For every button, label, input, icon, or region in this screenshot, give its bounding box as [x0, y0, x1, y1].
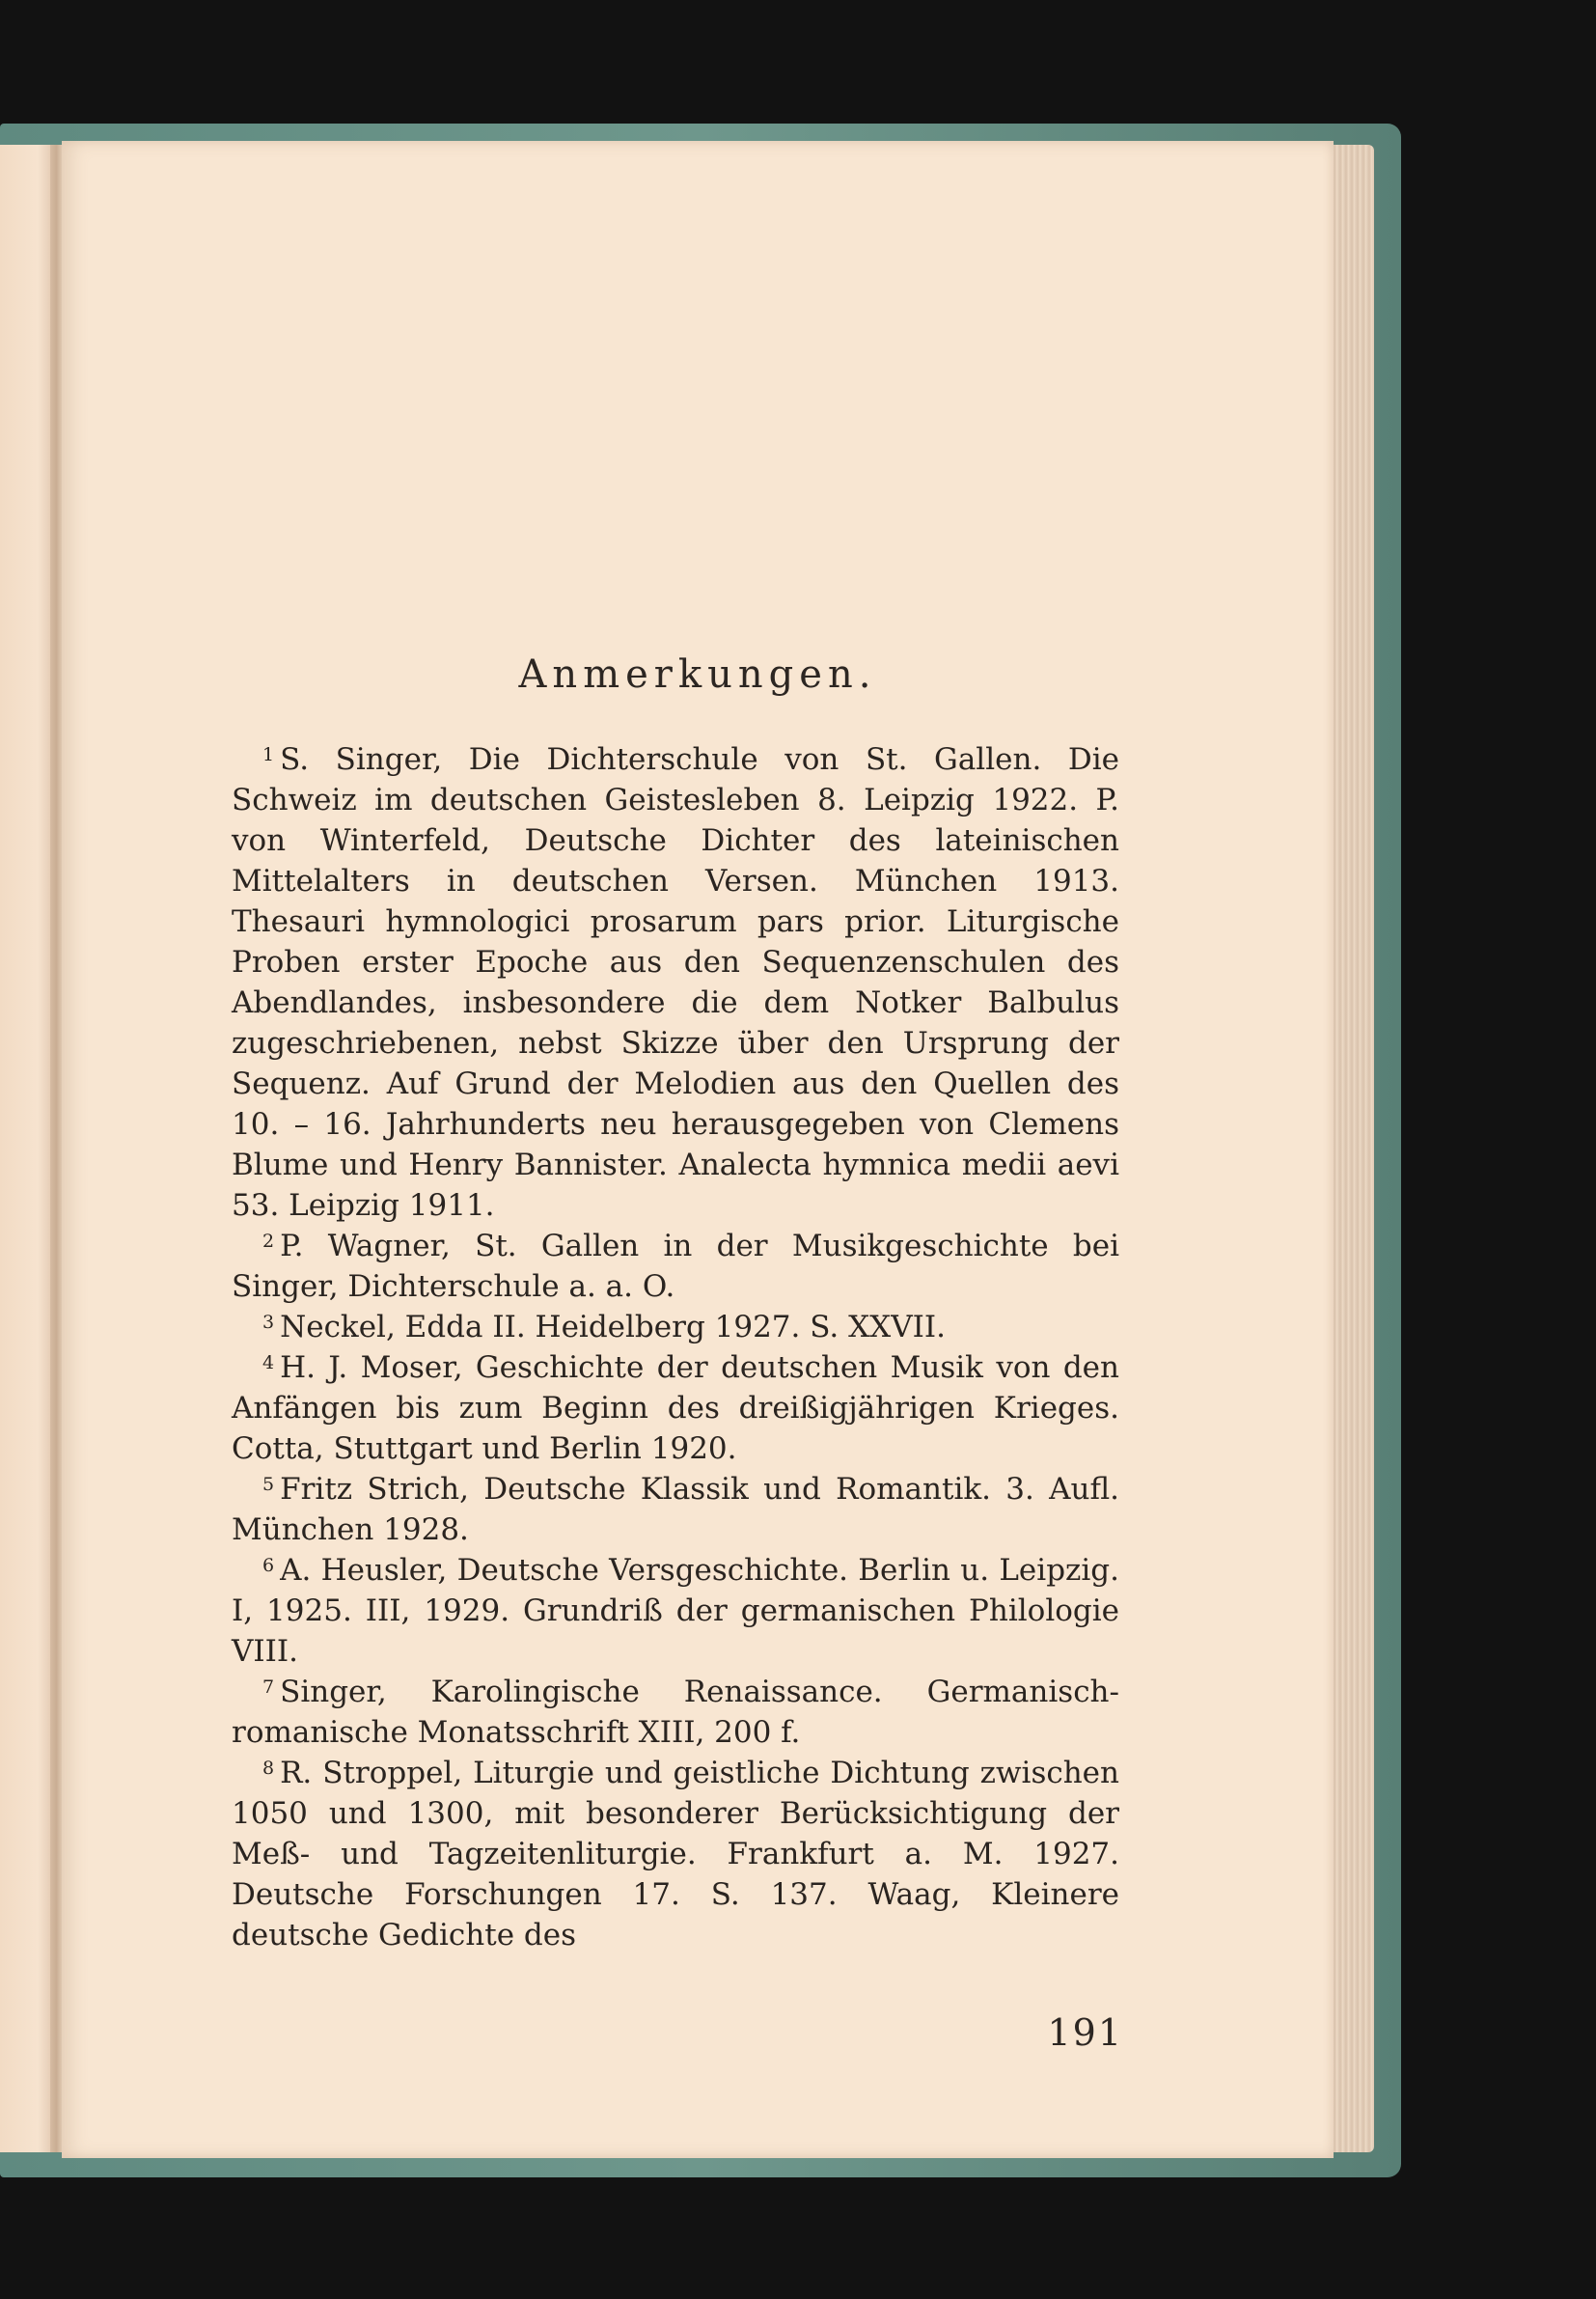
- note-3: [232, 1307, 1119, 1347]
- note-text: H. J. Moser, Geschichte der deutschen Musik von den Anfängen bis zum Beginn des dreißigjährigen Krieges. Cotta, Stuttgart und Berlin 1920.: [232, 1350, 1119, 1466]
- note-1: [232, 739, 1119, 1226]
- page-stack-edge: [1332, 145, 1374, 2152]
- note-text: S. Singer, Die Dichterschule von St. Gallen. Die Schweiz im deutschen Geistesleben 8. Leipzig 1922. P. von Winterfeld, Deutsche Dichter des lateinischen Mittelalters in deutschen Versen. München 1913. Thesauri hymnologici prosarum pars prior. Liturgische Proben erster Epoche aus den Sequenzenschulen des Abendlandes, insbesondere die dem Notker Balbulus zugeschriebenen, nebst Skizze über den Ursprung der Sequenz. Auf Grund der Melodien aus den Quellen des 10. – 16. Jahrhunderts neu herausgegeben von Clemens Blume und Henry Bannister. Analecta hymnica medii aevi 53. Leipzig 1911.: [232, 742, 1119, 1223]
- note-text: Neckel, Edda II. Heidelberg 1927. S. XXVII.: [280, 1310, 946, 1344]
- note-text: P. Wagner, St. Gallen in der Musikgeschichte bei Singer, Dichterschule a. a. O.: [232, 1229, 1119, 1304]
- note-text: R. Stroppel, Liturgie und geistliche Dichtung zwischen 1050 und 1300, mit besonderer Berücksichtigung der Meß- und Tagzeitenliturgie. Frankfurt a. M. 1927. Deutsche Forschungen 17. S. 137. Waag, Kleinere deutsche Gedichte des: [232, 1756, 1119, 1953]
- note-6: [232, 1550, 1119, 1672]
- note-text: Fritz Strich, Deutsche Klassik und Romantik. 3. Aufl. München 1928.: [232, 1472, 1119, 1547]
- note-5: [232, 1469, 1119, 1550]
- note-text: Singer, Karolingische Renaissance. Germanisch-romanische Monatsschrift XIII, 200 f.: [232, 1675, 1119, 1750]
- note-number: 7: [262, 1676, 275, 1698]
- note-2: [232, 1226, 1119, 1307]
- book-page: [62, 141, 1334, 2158]
- note-number: 1: [262, 744, 275, 765]
- page-heading: Anmerkungen.: [518, 652, 877, 697]
- left-page-edge: [0, 145, 54, 2152]
- note-text: A. Heusler, Deutsche Versgeschichte. Berlin u. Leipzig. I, 1925. III, 1929. Grundriß der germanischen Philologie VIII.: [232, 1553, 1119, 1669]
- note-4: [232, 1347, 1119, 1469]
- note-number: 6: [262, 1555, 275, 1576]
- note-number: 8: [262, 1758, 275, 1779]
- note-number: 3: [262, 1312, 275, 1333]
- note-8: [232, 1753, 1119, 1955]
- note-number: 2: [262, 1231, 275, 1252]
- page-number: 191: [1047, 2011, 1123, 2054]
- note-number: 5: [262, 1474, 275, 1495]
- note-number: 4: [262, 1352, 275, 1373]
- note-7: [232, 1672, 1119, 1753]
- notes-list: [232, 739, 1119, 1955]
